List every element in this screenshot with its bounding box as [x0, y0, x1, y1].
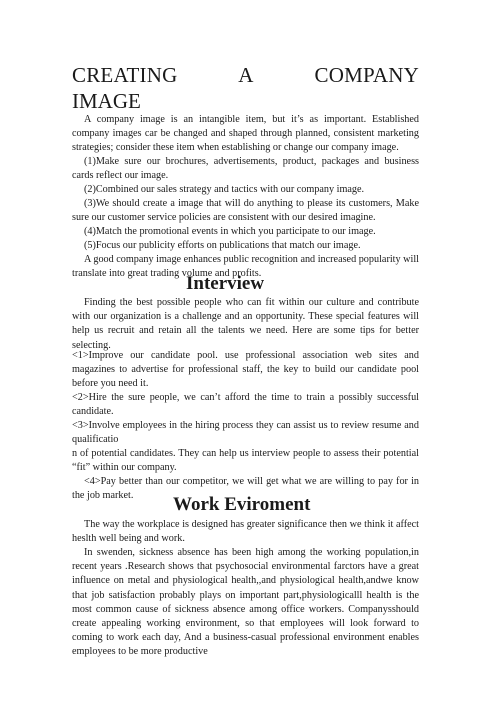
section2-tip-3: <3>Involve employees in the hiring process they can assist us to review resume and qualificatio — [72, 420, 419, 446]
section2-tip-4: <4>Pay better than our competitor, we will get what we are willing to pay for in the job market. — [72, 476, 419, 502]
section1-item-5: (5)Focus our publicity efforts on publications that match our image. — [84, 240, 361, 251]
section1-item-3: (3)We should create a image that will do anything to please its customers, Make sure our customer service policies are consistent with our desired imagine. — [72, 198, 419, 224]
section1-intro-paragraph: A company image is an intangible item, but it’s as important. Established company images car be changed and shaped through planned, consistent marketing strategies; consider these item when establishing or change our company image. — [72, 114, 419, 154]
section1-item-4: (4)Match the promotional events in which you participate to our image. — [84, 226, 376, 237]
section2-tip-2: <2>Hire the sure people, we can’t afford the time to train a possibly successful candidate. — [72, 392, 419, 418]
section1-title-line2: IMAGE — [72, 89, 141, 113]
section2-tip-3-continued: n of potential candidates. They can help us interview people to assess their potential “fit” within our company. — [72, 448, 419, 474]
section1-item-2: (2)Combined our sales strategy and tactics with our company image. — [84, 184, 365, 195]
section3-intro-paragraph: The way the workplace is designed has greater significance then we think it affect heslth well being and work. — [72, 519, 419, 545]
section2-tip-1: <1>Improve our candidate pool. use professional association web sites and magazines to advertise for professional staff, the key to build our candidate pool before you need it. — [72, 350, 419, 390]
section2-title: Interview — [186, 273, 265, 294]
section1-conclusion-paragraph: A good company image enhances public recognition and increased popularity will translate into great trading volume and profits. — [72, 254, 419, 280]
section3-body-paragraph: In swenden, sickness absence has been high among the working population,in recent years .Research shows that psychosocial environmental farctors have a great influence on metal and physiological health,,and physiological health,andwe know that job satisfaction probably plays on important part,physiologicalll health is the most common cause of sickness absence among office workers. Companysshould create appealing working environment, so that employees will look forward to coming to work each day, And a business-casual professional environment enables employees to be more productive — [72, 547, 419, 658]
section1-title-line1: CREATING A COMPANY — [72, 63, 419, 87]
section2-intro-paragraph: Finding the best possible people who can fit within our culture and contribute with our organization is a challenge and an opportunity. These special features will help us recruit and retain all the talents we need. Here are some tips for better selecting. — [72, 297, 419, 351]
section3-title: Work Eviroment — [173, 494, 311, 515]
section1-item-1: (1)Make sure our brochures, advertisements, product, packages and business cards reflect our image. — [72, 156, 419, 182]
